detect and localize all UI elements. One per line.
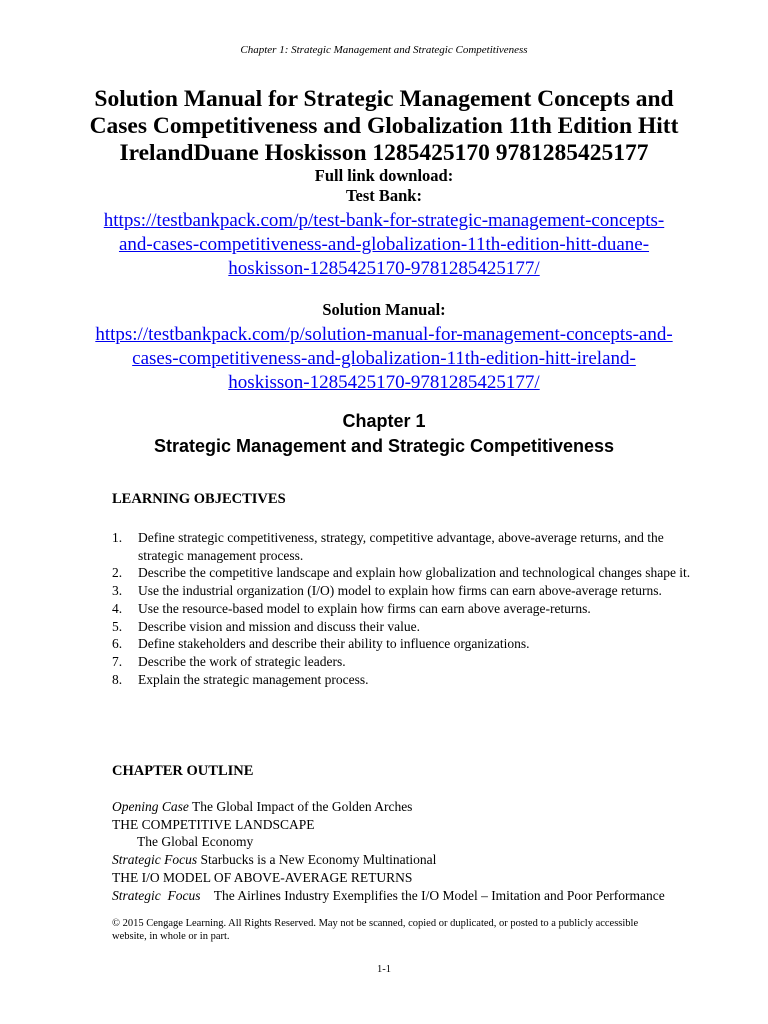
list-item <box>112 600 692 618</box>
outline-text: The Global Impact of the Golden Arches <box>188 799 413 814</box>
chapter-title: Strategic Management and Strategic Competitiveness <box>153 436 615 456</box>
test-bank-link[interactable]: https://testbankpack.com/p/test-bank-for-strategic-management-concepts-and-cases-competitiveness-and-globalization-11th-edition-hitt-duane-hoskisson-1285425170-9781285425177/ <box>103 210 665 279</box>
outline-strategic-focus-airlines <box>112 887 672 905</box>
list-number: 8. <box>112 671 123 687</box>
list-text: Use the resource-based model to explain how firms can earn above average-returns. <box>138 600 591 616</box>
learning-objectives-list <box>112 529 692 688</box>
chapter-outline <box>112 798 672 904</box>
list-number: 5. <box>112 618 123 634</box>
list-number: 7. <box>112 653 123 669</box>
list-item <box>112 653 692 671</box>
list-text: Describe vision and mission and discuss their value. <box>138 618 420 634</box>
outline-text: Starbucks is a New Economy Multinational <box>197 852 437 868</box>
list-item <box>112 671 692 689</box>
full-link-label: Full link download: <box>314 166 454 185</box>
outline-tag: Strategic Focus <box>112 852 198 868</box>
outline-text: The Airlines Industry Exemplifies the I/O Model – Imitation and Poor Performance <box>200 887 665 903</box>
outline-opening-case <box>112 798 672 816</box>
list-number: 4. <box>112 600 123 616</box>
list-number: 6. <box>112 636 123 652</box>
outline-competitive-landscape: THE COMPETITIVE LANDSCAPE <box>112 816 315 832</box>
outline-global-economy: The Global Economy <box>137 834 254 850</box>
outline-tag: Strategic Focus <box>112 887 201 903</box>
list-item <box>112 564 692 582</box>
list-text: Use the industrial organization (I/O) model to explain how firms can earn above-average returns. <box>138 583 662 599</box>
list-item <box>112 529 692 564</box>
list-number: 2. <box>112 565 123 581</box>
list-text: Explain the strategic management process. <box>138 671 369 687</box>
outline-io-model: THE I/O MODEL OF ABOVE-AVERAGE RETURNS <box>112 869 413 885</box>
list-item <box>112 618 692 636</box>
page-number: 1-1 <box>377 964 391 975</box>
list-text: Describe the work of strategic leaders. <box>138 653 346 669</box>
list-item <box>112 582 692 600</box>
list-number: 3. <box>112 583 123 599</box>
learning-objectives-heading: LEARNING OBJECTIVES <box>112 491 286 507</box>
list-item <box>112 635 692 653</box>
list-text: Describe the competitive landscape and explain how globalization and technological changes shape it. <box>138 565 691 581</box>
copyright-notice: © 2015 Cengage Learning. All Rights Reserved. May not be scanned, copied or duplicated, or posted to a publicly accessible website, in whole or in part. <box>112 917 672 943</box>
outline-strategic-focus-starbucks <box>112 851 672 869</box>
list-text: Define strategic competitiveness, strategy, competitive advantage, above-average returns, and the strategic management process. <box>138 530 664 563</box>
chapter-number: Chapter 1 <box>342 411 426 431</box>
solution-manual-label: Solution Manual: <box>322 300 446 319</box>
test-bank-label: Test Bank: <box>346 186 422 205</box>
running-head: Chapter 1: Strategic Management and Strategic Competitiveness <box>240 44 528 56</box>
outline-tag: Opening Case <box>112 799 189 814</box>
chapter-outline-heading: CHAPTER OUTLINE <box>112 763 254 779</box>
list-number: 1. <box>112 530 123 545</box>
solution-manual-link[interactable]: https://testbankpack.com/p/solution-manual-for-management-concepts-and-cases-competitiveness-and-globalization-11th-edition-hitt-ireland-hoskisson-1285425170-9781285425177/ <box>95 324 673 393</box>
document-title: Solution Manual for Strategic Management Concepts and Cases Competitiveness and Globalization 11th Edition Hitt IrelandDuane Hoskisson 1285425170 9781285425177 <box>89 86 679 166</box>
list-text: Define stakeholders and describe their ability to influence organizations. <box>138 636 530 652</box>
